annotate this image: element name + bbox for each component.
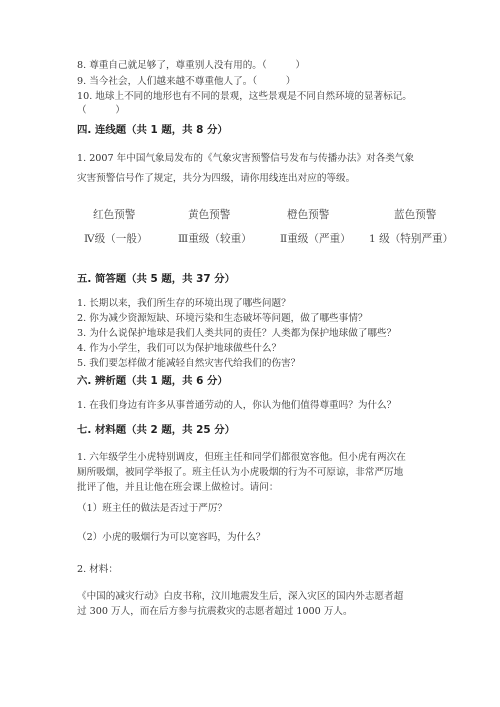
- material-q1-line-1: 1. 六年级学生小虎特别调皮，但班主任和同学们都很宽容他。但小虎有两次在: [77, 452, 406, 463]
- short-answer-item-1: 1. 长期以来，我们所生存的环境出现了哪些问题？: [77, 298, 291, 309]
- material-q1-line-3: 批评了他，并且让他在班会课上做检讨。请问：: [77, 482, 279, 493]
- matching-question-line-2: 灾害预警信号作了规定，共分为四级，请你用线连出对应的等级。: [77, 173, 356, 184]
- short-answer-item-5: 5. 我们要怎样做才能减轻自然灾害代给我们的伤害？: [77, 358, 301, 369]
- material-q1-sub-2: （2）小虎的吸烟行为可以宽容吗，为什么？: [77, 532, 266, 543]
- analysis-question-1: 1. 在我们身边有许多从事普通劳动的人，你认为他们值得尊重吗？为什么？: [77, 400, 397, 411]
- option-level-4: Ⅳ级（一般）: [84, 233, 148, 245]
- short-answer-item-4: 4. 作为小学生，我们可以为保护地球做些什么？: [77, 343, 282, 354]
- judgement-item-8: 8. 尊重自己就足够了，尊重别人没有用的。（ ）: [77, 60, 306, 71]
- option-red-warning: 红色预警: [93, 209, 136, 221]
- option-level-3: Ⅲ重级（较重）: [178, 233, 252, 245]
- option-yellow-warning: 黄色预警: [188, 209, 231, 221]
- option-blue-warning: 蓝色预警: [394, 209, 437, 221]
- option-orange-warning: 橙色预警: [287, 209, 330, 221]
- option-level-2: Ⅱ重级（严重）: [280, 233, 351, 245]
- matching-question-line-1: 1. 2007 年中国气象局发布的《气象灾害预警信号发布与传播办法》对各类气象: [77, 153, 415, 164]
- material-q2-line-2: 过 300 万人，而在后方参与抗震救灾的志愿者超过 1000 万人。: [77, 606, 353, 617]
- option-level-1: 1 级（特别严重）: [369, 233, 454, 245]
- section-title-matching: 四. 连线题（共 1 题，共 8 分）: [77, 124, 228, 136]
- material-q1-line-2: 厕所吸烟，被同学举报了。班主任认为小虎吸烟的行为不可原谅，非常严厉地: [77, 467, 404, 478]
- short-answer-item-2: 2. 你为减少资源短缺、环境污染和生态破坏等问题，做了哪些事情？: [77, 313, 368, 324]
- material-q2-line-1: 《中国的减灾行动》白皮书称，汶川地震发生后，深入灾区的国内外志愿者超: [77, 591, 404, 602]
- section-title-short-answer: 五. 简答题（共 5 题，共 37 分）: [77, 273, 236, 285]
- short-answer-item-3: 3. 为什么说保护地球是我们人类共同的责任？人类都为保护地球做了哪些？: [77, 328, 397, 339]
- section-title-material: 七. 材料题（共 2 题，共 25 分）: [77, 424, 236, 436]
- judgement-item-10-blank: （ ）: [77, 105, 125, 116]
- judgement-item-10: 10. 地球上不同的地形也有不同的景观，这些景观是不同自然环境的显著标记。: [77, 91, 412, 102]
- section-title-analysis: 六. 辨析题（共 1 题，共 6 分）: [77, 375, 228, 387]
- judgement-item-9: 9. 当今社会，人们越来越不尊重他人了。（ ）: [77, 76, 296, 87]
- material-q1-sub-1: （1）班主任的做法是否过于严厉？: [77, 503, 228, 514]
- material-q2-label: 2. 材料：: [77, 564, 118, 575]
